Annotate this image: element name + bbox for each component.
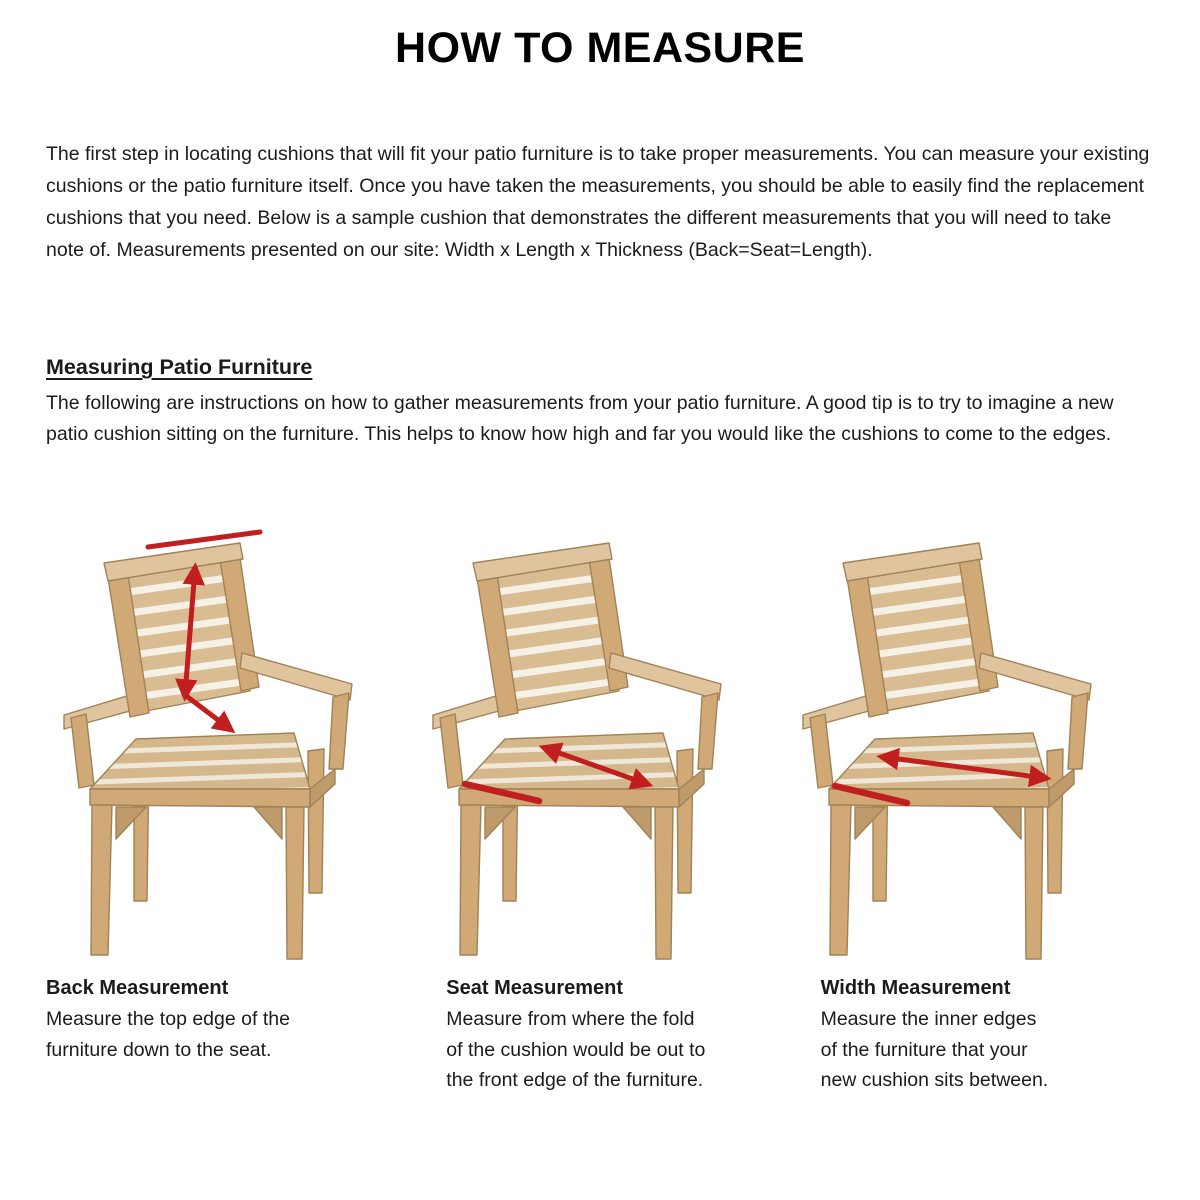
caption-seat-measurement bbox=[415, 977, 784, 1095]
caption-width-measurement bbox=[785, 977, 1154, 1095]
figure-width-measurement bbox=[785, 501, 1154, 971]
caption-description: Measure the inner edges of the furniture that your new cushion sits between. bbox=[820, 1008, 1049, 1091]
caption-description: Measure from where the fold of the cushion would be out to the front edge of the furniture. bbox=[446, 1008, 706, 1091]
caption-back-measurement bbox=[46, 977, 415, 1095]
page-title: HOW TO MEASURE bbox=[395, 24, 805, 72]
chair-figures-row bbox=[46, 501, 1154, 971]
caption-title: Seat Measurement bbox=[446, 977, 624, 1000]
chair-illustration-back bbox=[46, 501, 386, 971]
caption-title: Back Measurement bbox=[46, 977, 229, 1000]
section-body: The following are instructions on how to gather measurements from your patio furniture. A good tip is to try to imagine a new patio cushion sitting on the furniture. This helps to know how high and far you would like the cushions to come to the edges. bbox=[46, 391, 1114, 445]
chair-illustration-width bbox=[785, 501, 1125, 971]
figure-seat-measurement bbox=[415, 501, 784, 971]
section-heading: Measuring Patio Furniture bbox=[46, 354, 313, 379]
caption-description: Measure the top edge of the furniture down to the seat. bbox=[46, 1008, 290, 1061]
figure-back-measurement bbox=[46, 501, 415, 971]
intro-paragraph: The first step in locating cushions that will fit your patio furniture is to take proper measurements. You can measure your existing cushions or the patio furniture itself. Once you have taken the measurements, you should be able to easily find the replacement cushions that you need. Below is a sample cushion that demonstrates the different measurements that you will need to take note of. Measurements presented on our site: Width x Length x Thickness (Back=Seat=Length). bbox=[46, 143, 1150, 261]
chair-illustration-seat bbox=[415, 501, 755, 971]
caption-title: Width Measurement bbox=[820, 977, 1011, 1000]
figure-captions-row bbox=[46, 977, 1154, 1095]
